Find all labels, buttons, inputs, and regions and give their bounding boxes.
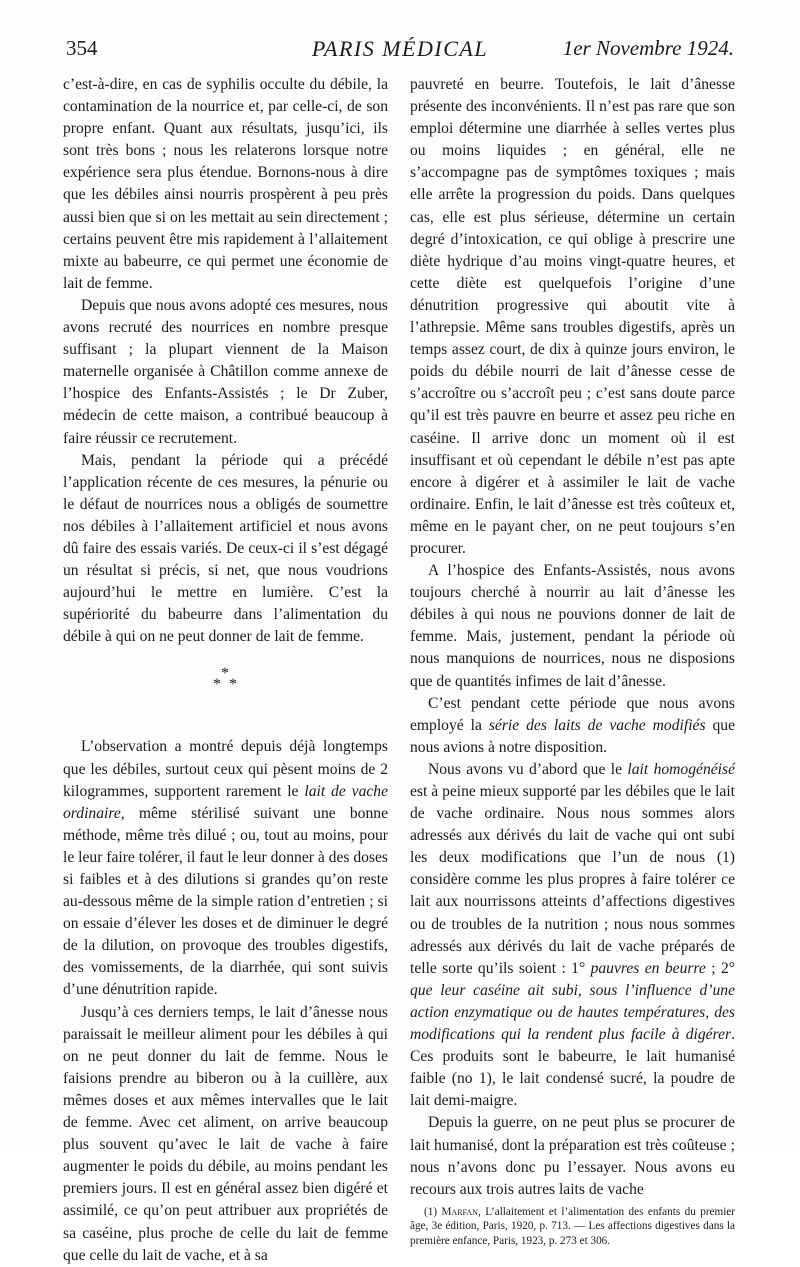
page-number: 354	[66, 36, 98, 60]
emphasis: série des laits de vache modifiés	[488, 716, 706, 734]
footnote-author: Marfan	[441, 1205, 478, 1218]
asterisk: *	[229, 676, 237, 694]
paragraph: Depuis que nous avons adopté ces mesures, nous avons recruté des nourrices en nombre presque suffisant ; la plupart viennent de la Maison maternelle organisée à Châtillon comme annexe de l’hospice des Enfants-Assistés ; le Dr Zuber, médecin de cette maison, a contribué beaucoup à faire réussir ce recrutement.	[63, 296, 388, 447]
asterisk: *	[213, 676, 221, 694]
paragraph: c’est-à-dire, en cas de syphilis occulte du débile, la contamination de la nourrice et, par celle-ci, de son propre enfant. Quant aux résultats, jusqu’ici, ils sont très bons ; nous les relaterons lorsque notre expérience sera plus étendue. Bornons-nous à dire que les débiles ainsi nourris prospèrent à peu près aussi bien que si on les mettait au sein directement ; certains peuvent être mis rapidement à l’allaitement mixte au babeurre, ce qui permet une économie de lait de femme.	[63, 76, 388, 292]
issue-date: 1er Novembre 1924.	[562, 36, 734, 60]
asterisk: *	[221, 665, 229, 683]
section-separator	[63, 660, 388, 716]
paragraph: Jusqu’à ces derniers temps, le lait d’ânesse nous paraissait le meilleur aliment pour les débiles à qui on ne peut donner du lait de femme. Nous le faisions prendre au biberon ou à la cuillère, aux mêmes doses et aux mêmes intervalles que le lait de femme. Avec cet aliment, on arrive beaucoup plus souvent qu’avec le lait de vache à faire augmenter le poids du débile, au moins pendant les premiers jours. Il est en général assez bien digéré et assimilé, ce qu’on peut attribuer aux propriétés de sa caséine, plus proche de celle du lait de femme que celle du lait de vache, et à sa	[63, 1003, 388, 1264]
footnote: (1) Marfan, L’allaitement et l’alimentation des enfants du premier âge, 3e édition, Paris, 1920, p. 713. — Les affections digestives dans la première enfance, Paris, 1923, p. 273 et 306.	[410, 1205, 735, 1247]
emphasis: lait homogénéisé	[627, 760, 735, 778]
journal-title: PARIS MÉDICAL	[311, 36, 489, 61]
paragraph: A l’hospice des Enfants-Assistés, nous avons toujours cherché à nourrir au lait d’ânesse les débiles à qui nous ne pouvions donner de lait de femme. Mais, justement, pendant la période où nous manquions de nourrices, nous ne disposions que de quantités infimes de lait d’ânesse.	[410, 562, 735, 690]
emphasis: lait de vache ordinaire	[63, 782, 389, 822]
emphasis: que leur caséine ait subi, sous l’influence d’une action enzymatique ou de hautes températures, des modifications qui la rendent plus facile à digérer	[410, 981, 735, 1044]
paragraph: Nous avons vu d’abord que le lait homogénéisé est à peine mieux supporté par les débiles que le lait de vache ordinaire. Nous nous sommes alors adressés aux dérivés du lait de vache qui ont subi les deux modifications que l’un de nous (1) considère comme les plus propres à faire tolérer ce lait aux nourrissons atteints d’affections digestives ou de troubles de la nutrition ; nous nous sommes adressés aux dérivés du lait de vache préparés de telle sorte qu’ils soient : 1° pauvres en beurre ; 2° que leur caséine ait subi, sous l’influence d’une action enzymatique ou de hautes températures, des modifications qui la rendent plus facile à digérer. Ces produits sont le babeurre, le lait humanisé faible (no 1), le lait condensé sucré, la poudre de lait demi-maigre.	[410, 760, 735, 1110]
paragraph: Depuis la guerre, on ne peut plus se procurer de lait humanisé, dont la préparation est très coûteuse ; nous n’avons donc pu l’essayer. Nous avons eu recours aux trois autres laits de vache	[410, 1114, 735, 1198]
paragraph: pauvreté en beurre. Toutefois, le lait d’ânesse présente des inconvénients. Il n’est pas rare que son emploi détermine une diarrhée à selles vertes plus ou moins liquides ; en général, elle ne s’accompagne pas de symptômes toxiques ; mais elle arrête la progression du poids. Dans quelques cas, elle est plus sérieuse, détermine un certain degré d’intoxication, ce qui oblige à prescrire une diète hydrique d’au moins vingt-quatre heures, et cette diète est quelquefois l’origine d’une dénutrition progressive qui aboutit vite à l’athrepsie. Même sans troubles digestifs, après un temps assez court, de dix à quinze jours environ, le poids du débile nourri de lait d’ânesse cesse de s’accroître ou s’accroît peu ; c’est sans doute parce qu’il est très pauvre en beurre et assez peu riche en caséine. Il arrive donc un moment où il est insuffisant et où cependant le débile n’est pas apte encore à digérer et à assimiler le lait de vache ordinaire. Enfin, le lait d’ânesse est très coûteux et, même en le payant cher, on ne peut toujours s’en procurer.	[410, 76, 735, 557]
paragraph: Mais, pendant la période qui a précédé l’application récente de ces mesures, la pénurie ou le défaut de nourrices nous a obligés de soumettre nos débiles à l’allaitement artificiel et nous avons dû faire des essais variés. De ceux-ci il s’est dégagé un résultat si précis, si net, que nous voudrions aujourd’hui le mettre en lumière. C’est la supériorité du babeurre dans l’alimentation du débile à qui on ne peut donner de lait de femme.	[63, 451, 388, 646]
emphasis: pauvres en beurre	[590, 959, 706, 977]
paragraph: C’est pendant cette période que nous avons employé la série des laits de vache modifiés que nous avions à notre disposition.	[410, 694, 735, 756]
running-header	[66, 36, 734, 66]
paragraph: L’observation a montré depuis déjà longtemps que les débiles, surtout ceux qui pèsent moins de 2 kilogrammes, supportent rarement le lait de vache ordinaire, même stérilisé suivant une bonne méthode, même très dilué ; ou, tout au moins, pour le leur faire tolérer, il faut le leur donner à des doses si faibles et à des dilutions si grandes qu’on reste au-dessous même de la simple ration d’entretien ; si on essaie d’élever les doses et de diminuer le degré de la dilution, on provoque des troubles digestifs, des vomissements, de la diarrhée, qui sont suivis d’une dénutrition rapide.	[63, 738, 389, 999]
right-column	[410, 74, 735, 1247]
left-column	[63, 74, 389, 1264]
